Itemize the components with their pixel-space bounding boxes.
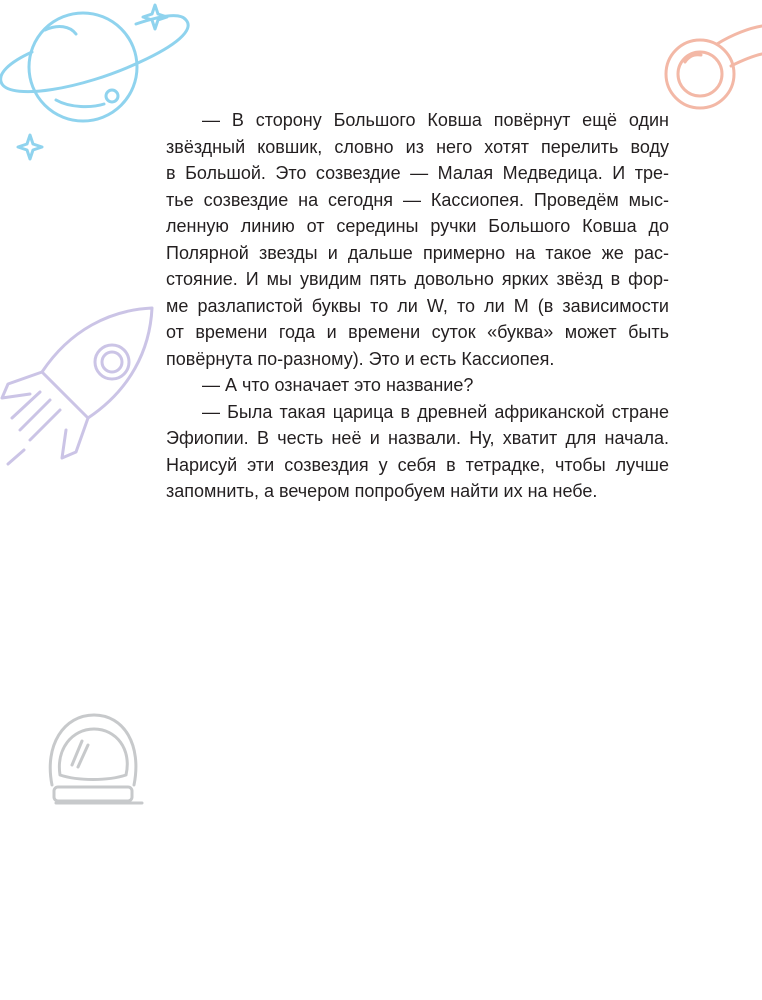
text-line: в Большой. Это созвездие — Малая Медведица. И тре- bbox=[166, 163, 669, 183]
astronaut-helmet-icon bbox=[38, 705, 148, 815]
text-line: ленную линию от середины ручки Большого Ковша до bbox=[166, 216, 669, 236]
text-line: Полярной звезды и дальше примерно на такое же рас- bbox=[166, 242, 669, 263]
paragraph-1 bbox=[166, 107, 669, 372]
text-line: запомнить, а вечером попробуем найти их на небе. bbox=[166, 481, 598, 501]
text-line: повёрнута по-разному). Это и есть Кассиопея. bbox=[166, 348, 555, 369]
text-line: ме разлапистой буквы то ли W, то ли M (в зависимости bbox=[166, 295, 669, 316]
text-line: Нарисуй эти созвездия у себя в тетрадке, чтобы лучше bbox=[166, 454, 669, 475]
text-line: — А что означает это название? bbox=[202, 375, 474, 395]
paragraph-3 bbox=[166, 399, 669, 505]
paragraph-2 bbox=[166, 372, 669, 399]
text-line: Эфиопии. В честь неё и назвали. Ну, хватит для начала. bbox=[166, 428, 669, 448]
text-line: звёздный ковшик, словно из него хотят перелить воду bbox=[166, 136, 669, 157]
text-line: тье созвездие на сегодня — Кассиопея. Проведём мыс- bbox=[166, 189, 669, 210]
meteor-icon bbox=[655, 22, 762, 112]
text-line: — Была такая царица в древней африканской стране bbox=[202, 401, 669, 422]
text-line: стояние. И мы увидим пять довольно ярких звёзд в фор- bbox=[166, 269, 669, 289]
story-text bbox=[166, 107, 669, 505]
rocket-icon bbox=[0, 300, 165, 480]
text-line: — В сторону Большого Ковша повёрнут ещё один bbox=[202, 110, 669, 130]
text-line: от времени года и времени суток «буква» может быть bbox=[166, 322, 669, 342]
